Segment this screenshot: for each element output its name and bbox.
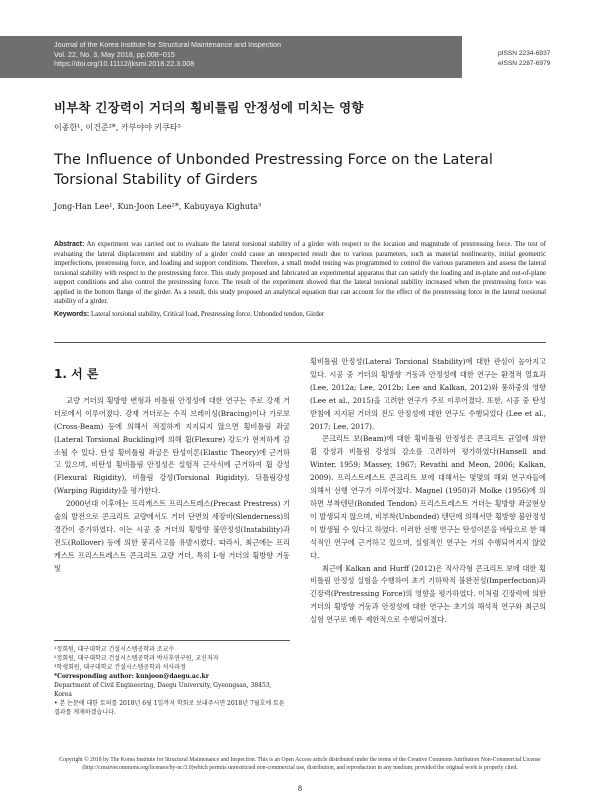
page-number: 8 — [298, 784, 302, 793]
section-title: 1. 서 론 — [54, 367, 99, 381]
footnote: ²정회원, 대구대학교 건설시스템공학과 박사후연구원, 교신저자 — [54, 655, 219, 662]
abstract-text: An experiment was carried out to evaluate the lateral torsional stability of a girder with respect to the location and magnitude of prestressing force. The test of evaluating the lateral displacement and stability of a girder could cause an unexpected result due to various parameters, such as material nonlinearity, initial geometric imperfections, prestressing force, and loading and support conditions. Therefore, a small model testing was programmed to control the various parameters and assess the lateral torsional stability with respect to the prestressing force. This study proposed and fabricated an experimental apparatus that can satisfy the loading and in-plane and out-of-plane support conditions and also control the prestressing force. The result of the experiment showed that the lateral torsional stability increased when the prestressing force was applied in the bottom flange of the girder. As a result, this study proposed an analytical equation that can account for the effect of the prestressing force in the lateral torsional stability of a girder. — [54, 241, 546, 306]
footnote: • 본 논문에 대한 토의를 2018년 6월 1일까지 학회로 보내주시면 2018년 7월호에 토론결과를 게재하겠습니다. — [54, 700, 285, 716]
left-column — [54, 360, 290, 576]
eissn: eISSN 2287-6979 — [498, 59, 551, 67]
footnote: ³학생회원, 대구대학교 건설시스템공학과 석사과정 — [54, 664, 186, 671]
journal-info — [0, 36, 462, 78]
english-title: The Influence of Unbonded Prestressing Force on the Lateral Torsional Stability of Girders — [54, 152, 493, 188]
issn-block — [462, 36, 600, 78]
copyright-notice: Copyright © 2018 by The Korea Institute for Structural Maintenance and Inspection. This is an Open Access article distributed under the terms of the Creative Commons Attribution Non-Commercial License (http://creativecommons.org/licenses/by-nc/3.0)which permits unrestricted non-commercial use, distribution, and reproduction in any medium, provided the original work is properly cited. — [59, 757, 541, 771]
journal-volume: Vol. 22, No. 3, May 2018, pp.008~015 — [54, 49, 175, 59]
pissn: pISSN 2234-6937 — [498, 50, 551, 57]
abstract — [54, 240, 546, 319]
footnote-corresponding: *Corresponding author: kunjoon@daegu.ac.kr — [54, 673, 209, 680]
journal-doi[interactable]: https://doi.org/10.11112/jksmi.2018.22.3.008 — [54, 59, 195, 68]
keywords-text: Lateral torsional stability, Critical load, Prestressing force, Unbonded tendon, Girder — [90, 310, 325, 318]
journal-banner — [0, 36, 600, 78]
korean-authors: 이종한¹, 이건준²*, 카부야야 키쿠타³ — [54, 123, 181, 132]
right-column — [310, 356, 546, 627]
korean-title: 비부착 긴장력이 거더의 횡비틀림 안정성에 미치는 영향 — [54, 100, 364, 115]
paragraph: 최근에 Kalkan and Hurff (2012)은 직사각형 콘크리트 보에 대한 횡비틀림 안정성 실험을 수행하여 초기 기하학적 불완전성(Imperfection)과 긴장력(Prestressing Force)의 영향을 평가하였다. 이처럼 긴장력에 의한 거더의 횡방향 거동과 안정성에 대한 연구는 초기의 해석적 연구와 최근의 실험 연구로 매우 제한적으로 수행되어졌다. — [310, 563, 546, 625]
paragraph: 교량 거더의 횡방향 변형과 비틀림 안정성에 대한 연구는 주로 강재 거더로에서 이루어졌다. 강재 거더로는 수직 브레이싱(Bracing)이나 가로보(Cross-Beam) 등에 의해서 적절하게 지지되지 않으면 횡비틀림 좌굴(Lateral Torsional Buckling)에 의해 휨(Flexure) 강도가 현저하게 감소될 수 있다. 탄성 횡비틀림 좌굴은 탄성이론(Elastic Theory)에 근거하고 있으며, 비탄성 횡비틀림 안정성은 실험적 근사식에 근거하여 휨 강성(Flexural Rigidity), 비틀림 강성(Torsional Rigidity), 뒤틀림강성(Warping Rigidity)을 평가한다. — [54, 395, 290, 496]
paragraph: 횡비틀림 안정성(Lateral Torsional Stability)에 대한 관심이 높아지고 있다. 시공 중 거더의 횡방향 거동과 안정성에 대한 연구는 환경적 열효과 (Lee, 2012a; Lee, 2012b; Lee and Kalkan, 2012)와 풍하중의 영향(Lee et al., 2015)을 고려한 연구가 주로 이루어졌다. 또한, 시공 중 탄성받침에 지지된 거더의 전도 안정성에 대한 연구도 수행되었다 (Lee et al., 2017; Lee, 2017). — [310, 357, 546, 431]
divider — [54, 342, 546, 343]
abstract-label: Abstract: — [54, 241, 85, 248]
journal-name: Journal of the Korea Institute for Structural Maintenance and Inspection — [54, 40, 281, 49]
footnote: ¹정회원, 대구대학교 건설시스템공학과 조교수 — [54, 646, 175, 653]
keywords — [54, 310, 546, 320]
english-authors: Jong-Han Lee¹, Kun-Joon Lee²*, Kabuyaya Kighuta³ — [54, 202, 262, 211]
footnote: Department of Civil Engineering, Daegu University, Gyeongsan, 38453, Korea — [54, 682, 272, 698]
paragraph: 2000년대 이후에는 프리캐스트 프리스트레스(Precast Prestress) 기술의 발전으로 콘크리트 교량에서도 거더 단면의 세장비(Slenderness)의 경간이 증가하였다. 이는 시공 중 거더의 횡방향 불안정성(Instability)과 전도(Rollover) 등에 의한 붕괴사고를 유발시켰다. 따라서, 최근에는 프리캐스트 프리스트레스트 콘크리트 교량 거더, 특히 I-형 거더의 횡방향 거동 및 — [54, 499, 290, 573]
footnotes — [54, 640, 290, 717]
keywords-label: Keywords: — [54, 310, 90, 318]
paragraph: 콘크리트 보(Beam)에 대한 횡비틀림 안정성은 콘크리트 균열에 의한 휨 강성과 비틀림 강성의 감소를 고려하여 평가하였다(Hansell and Winter, 1959; Massey, 1967; Revathi and Meon, 2006; Kalkan, 2009). 프리스트레스트 콘크리트 보에 대해서는 몇몇의 해외 연구자들에 의해서 선행 연구가 이루어졌다. Magnel (1950)과 Molke (1956)에 의하면 부착텐던(Bonded Tendon) 프리스트레스트 거더는 횡방향 좌굴현상이 발생되지 않으며, 비부착(Unbonded) 텐던에 의해서만 횡방향 불안정성이 발생될 수 있다고 하였다. 이러한 선행 연구는 탄성이론을 바탕으로 한 해석적인 연구에 근거하고 있으며, 실험적인 연구는 거의 수행되어지지 않았다. — [310, 434, 546, 560]
